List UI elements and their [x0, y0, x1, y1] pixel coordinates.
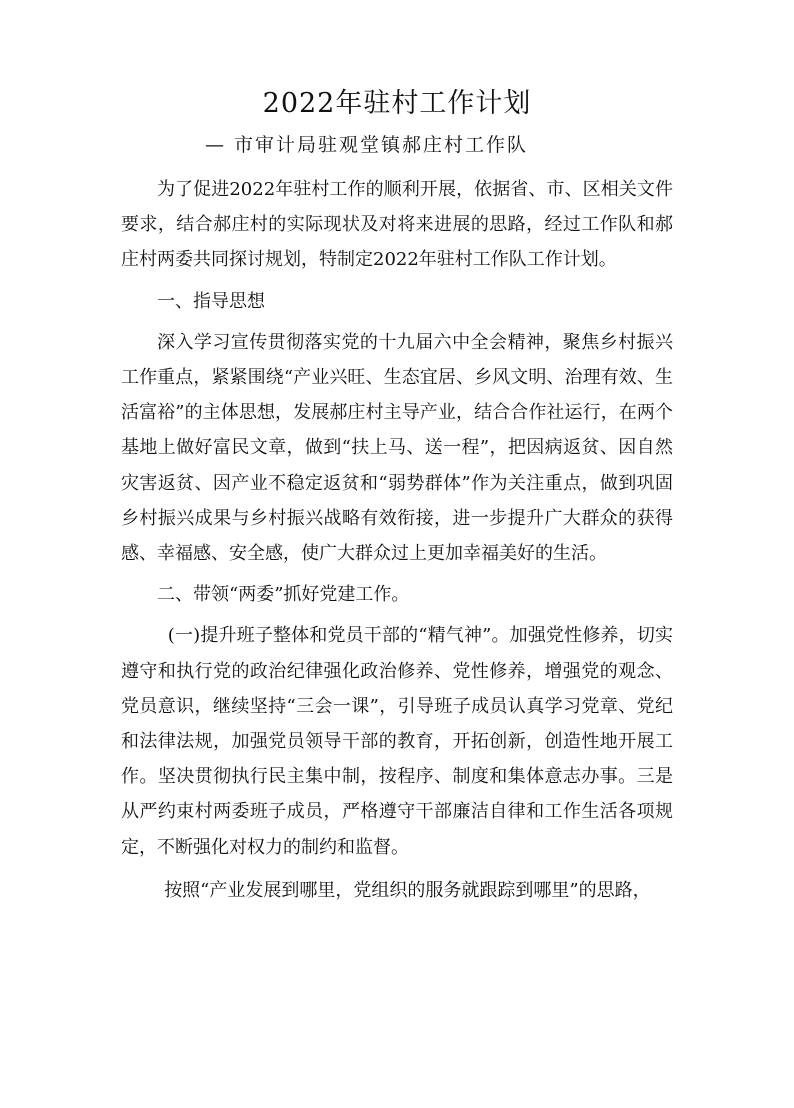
paragraph-intro: 为了促进2022年驻村工作的顺利开展，依据省、市、区相关文件要求，结合郝庄村的实际现状及对将来进展的思路，经过工作队和郝庄村两委共同探讨规划，特制定2022年驻村工作队工作计划。 — [121, 179, 673, 271]
document-subtitle: — 市审计局驻观堂镇郝庄村工作队 — [205, 134, 529, 156]
section-heading-party-building: 二、带领“两委”抓好党建工作。 — [157, 584, 410, 606]
document-title: 2022年驻村工作计划 — [262, 88, 532, 119]
section-heading-guiding-ideology: 一、指导思想 — [157, 290, 265, 312]
document-body — [121, 172, 673, 908]
paragraph-party-building-2: 按照“产业发展到哪里，党组织的服务就跟踪到哪里”的思路， — [164, 879, 651, 901]
paragraph-party-building-1: (一)提升班子整体和党员干部的“精气神”。加强党性修养，切实遵守和执行党的政治纪律强化政治修养、党性修养，增强党的观念、党员意识，继续坚持“三会一课”，引导班子成员认真学习党章、党纪和法律法规，加强党员领导干部的教育，开拓创新，创造性地开展工作。坚决贯彻执行民主集中制，按程序、制度和集体意志办事。三是从严约束村两委班子成员，严格遵守干部廉洁自律和工作生活各项规定，不断强化对权力的制约和监督。 — [121, 625, 673, 858]
paragraph-guiding-ideology: 深入学习宣传贯彻落实党的十九届六中全会精神，聚焦乡村振兴工作重点，紧紧围绕“产业兴旺、生态宜居、乡风文明、治理有效、生活富裕”的主体思想，发展郝庄村主导产业，结合合作社运行，在两个基地上做好富民文章，做到“扶上马、送一程”，把因病返贫、因自然灾害返贫、因产业不稳定返贫和“弱势群体”作为关注重点，做到巩固乡村振兴成果与乡村振兴战略有效衔接，进一步提升广大群众的获得感、幸福感、安全感，使广大群众过上更加幸福美好的生活。 — [121, 331, 673, 565]
